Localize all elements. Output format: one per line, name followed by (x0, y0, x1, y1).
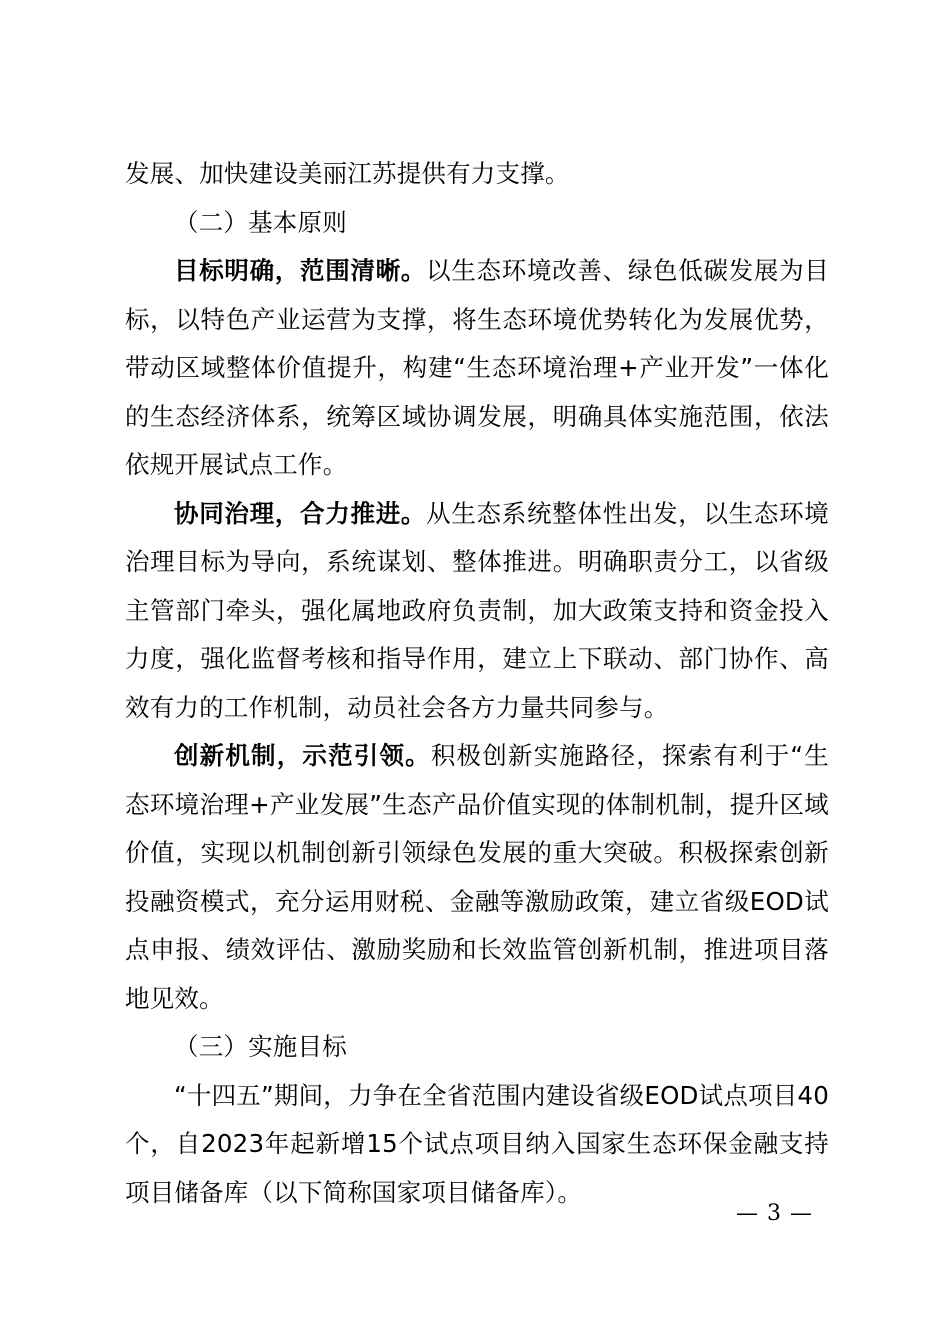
document-body (125, 150, 829, 1217)
principle-1-title: 目标明确，范围清晰。 (174, 256, 427, 285)
section-heading-implementation-goals: （三）实施目标 (174, 1032, 347, 1061)
paragraph-principle-2 (125, 490, 829, 733)
principle-2-body: 从生态系统整体性出发，以生态环境治理目标为导向，系统谋划、整体推进。明确职责分工，以省级主管部门牵头，强化属地政府负责制，加大政策支持和资金投入力度，强化监督考核和指导作用，建立上下联动、部门协作、高效有力的工作机制，动员社会各方力量共同参与。 (125, 498, 830, 722)
paragraph-principle-1 (125, 247, 829, 490)
section-heading-basic-principles: （二）基本原则 (174, 207, 347, 237)
paragraph-principle-3 (125, 732, 829, 1023)
paragraph-continuation: 发展、加快建设美丽江苏提供有力支撑。 (125, 159, 570, 188)
page-number: — 3 — (736, 1201, 813, 1226)
paragraph-goals: “十四五”期间，力争在全省范围内建设省级EOD试点项目40个，自2023年起新增15个试点项目纳入国家生态环保金融支持项目储备库（以下简称国家项目储备库）。 (125, 1080, 829, 1207)
principle-2-title: 协同治理，合力推进。 (174, 498, 427, 528)
principle-3-title: 创新机制，示范引领。 (174, 741, 431, 770)
principle-1-body: 以生态环境改善、绿色低碳发展为目标，以特色产业运营为支撑，将生态环境优势转化为发展优势，带动区域整体价值提升，构建“生态环境治理+产业开发”一体化的生态经济体系，统筹区域协调发展，明确具体实施范围，依法依规开展试点工作。 (125, 256, 830, 479)
principle-3-body: 积极创新实施路径，探索有利于“生态环境治理+产业发展”生态产品价值实现的体制机制，提升区域价值，实现以机制创新引领绿色发展的重大突破。积极探索创新投融资模式，充分运用财税、金融等激励政策，建立省级EOD试点申报、绩效评估、激励奖励和长效监管创新机制，推进项目落地见效。 (125, 741, 829, 1013)
